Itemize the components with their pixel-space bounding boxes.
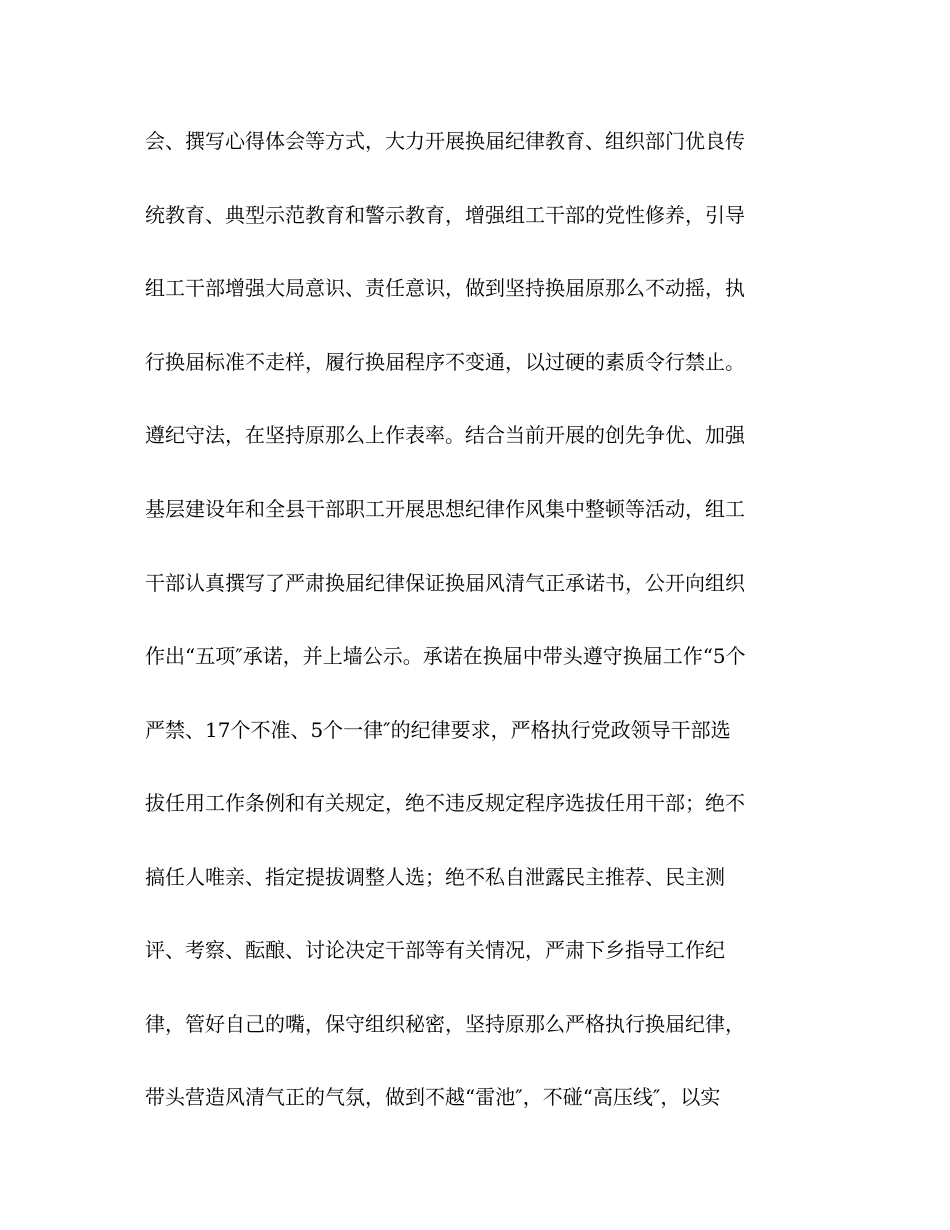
text-line: 遵纪守法，在坚持原那么上作表率。结合当前开展的创先争优、加强 (145, 423, 745, 447)
text-line: 会、撰写心得体会等方式，大力开展换届纪律教育、组织部门优良传 (145, 129, 745, 153)
text-line: 干部认真撰写了严肃换届纪律保证换届风清气正承诺书，公开向组织 (145, 571, 745, 595)
text-line: 律，管好自己的嘴，保守组织秘密，坚持原那么严格执行换届纪律， (145, 1012, 745, 1036)
text-line: 评、考察、酝酿、讨论决定干部等有关情况，严肃下乡指导工作纪 (145, 938, 725, 962)
text-line: 统教育、典型示范教育和警示教育，增强组工干部的党性修养，引导 (145, 203, 745, 227)
text-line: 严禁、17个不准、5个一律″的纪律要求，严格执行党政领导干部选 (145, 718, 731, 742)
text-line: 作出“五项″承诺，并上墙公示。承诺在换届中带头遵守换届工作“5个 (145, 644, 746, 668)
text-line: 拔任用工作条例和有关规定，绝不违反规定程序选拔任用干部；绝不 (145, 791, 745, 815)
text-line: 组工干部增强大局意识、责任意识，做到坚持换届原那么不动摇，执 (145, 276, 745, 300)
text-line: 基层建设年和全县干部职工开展思想纪律作风集中整顿等活动，组工 (145, 497, 745, 521)
text-line: 带头营造风清气正的气氛，做到不越“雷池″，不碰“高压线″，以实 (145, 1085, 721, 1109)
text-line: 搞任人唯亲、指定提拔调整人选；绝不私自泄露民主推荐、民主测 (145, 865, 725, 889)
text-line: 行换届标准不走样，履行换届程序不变通，以过硬的素质令行禁止。 (145, 350, 745, 374)
